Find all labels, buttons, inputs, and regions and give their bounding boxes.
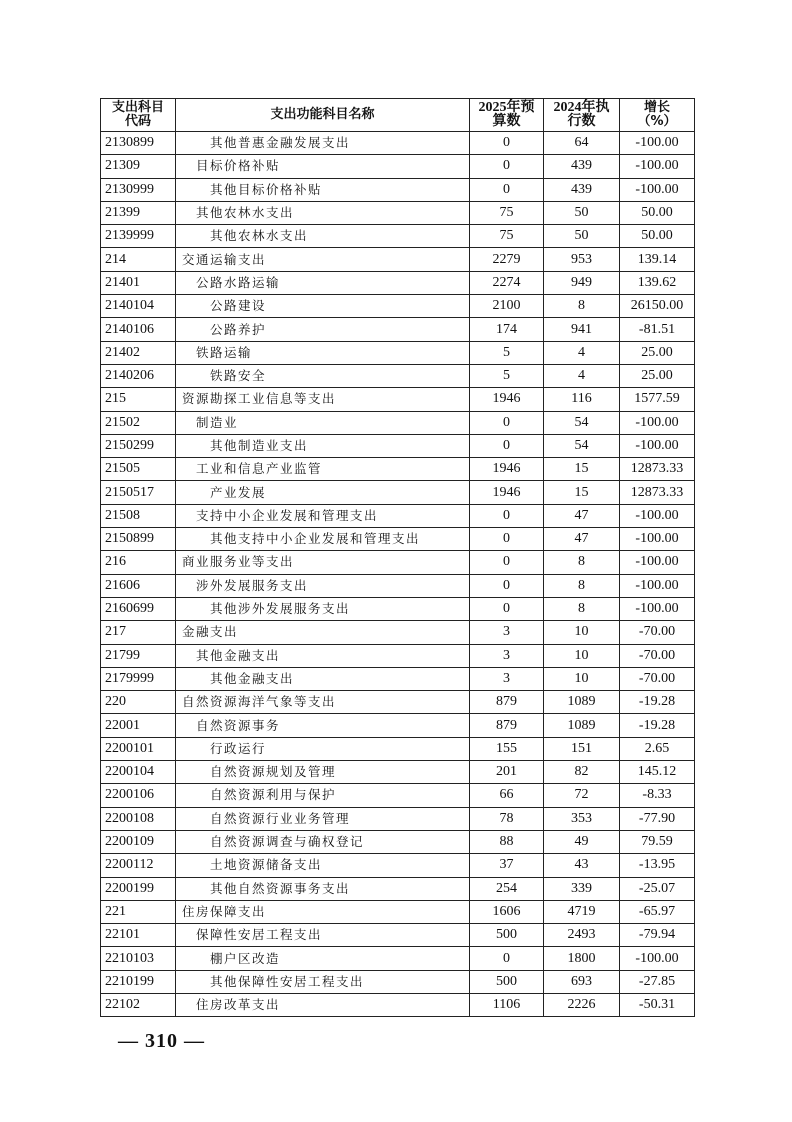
cell-name: 其他农林水支出 <box>176 225 470 248</box>
cell-exec-2024: 1089 <box>544 714 620 737</box>
cell-name: 自然资源利用与保护 <box>176 784 470 807</box>
cell-budget-2025: 5 <box>470 364 544 387</box>
table-row <box>101 318 695 341</box>
table-row <box>101 761 695 784</box>
cell-exec-2024: 64 <box>544 132 620 155</box>
table-row <box>101 178 695 201</box>
cell-code: 21508 <box>101 504 176 527</box>
cell-exec-2024: 10 <box>544 621 620 644</box>
cell-code: 2160699 <box>101 597 176 620</box>
cell-budget-2025: 0 <box>470 434 544 457</box>
table-row <box>101 411 695 434</box>
cell-budget-2025: 1946 <box>470 481 544 504</box>
cell-exec-2024: 15 <box>544 458 620 481</box>
table-row <box>101 877 695 900</box>
header-code: 支出科目代码 <box>101 99 176 132</box>
cell-name: 其他支持中小企业发展和管理支出 <box>176 528 470 551</box>
cell-name: 铁路运输 <box>176 341 470 364</box>
table-row <box>101 434 695 457</box>
cell-code: 21505 <box>101 458 176 481</box>
cell-code: 221 <box>101 900 176 923</box>
cell-growth: 50.00 <box>620 225 695 248</box>
cell-growth: -77.90 <box>620 807 695 830</box>
cell-budget-2025: 88 <box>470 830 544 853</box>
cell-exec-2024: 54 <box>544 411 620 434</box>
table-row <box>101 364 695 387</box>
cell-exec-2024: 8 <box>544 551 620 574</box>
cell-code: 2139999 <box>101 225 176 248</box>
cell-code: 2150517 <box>101 481 176 504</box>
cell-exec-2024: 151 <box>544 737 620 760</box>
cell-exec-2024: 72 <box>544 784 620 807</box>
cell-code: 2130899 <box>101 132 176 155</box>
cell-budget-2025: 66 <box>470 784 544 807</box>
cell-code: 2150899 <box>101 528 176 551</box>
table-row <box>101 528 695 551</box>
header-budget-2025: 2025年预算数 <box>470 99 544 132</box>
cell-growth: -100.00 <box>620 504 695 527</box>
cell-code: 217 <box>101 621 176 644</box>
cell-budget-2025: 201 <box>470 761 544 784</box>
cell-exec-2024: 8 <box>544 597 620 620</box>
cell-growth: -70.00 <box>620 667 695 690</box>
cell-budget-2025: 2279 <box>470 248 544 271</box>
cell-code: 214 <box>101 248 176 271</box>
table-row <box>101 155 695 178</box>
header-row <box>101 99 695 132</box>
cell-code: 2130999 <box>101 178 176 201</box>
cell-growth: 2.65 <box>620 737 695 760</box>
cell-code: 2200101 <box>101 737 176 760</box>
cell-code: 21606 <box>101 574 176 597</box>
cell-growth: -19.28 <box>620 714 695 737</box>
cell-code: 216 <box>101 551 176 574</box>
cell-name: 工业和信息产业监管 <box>176 458 470 481</box>
table-row <box>101 784 695 807</box>
cell-name: 资源勘探工业信息等支出 <box>176 388 470 411</box>
cell-name: 行政运行 <box>176 737 470 760</box>
cell-growth: -79.94 <box>620 924 695 947</box>
cell-name: 铁路安全 <box>176 364 470 387</box>
cell-name: 支持中小企业发展和管理支出 <box>176 504 470 527</box>
cell-growth: -19.28 <box>620 691 695 714</box>
table-row <box>101 574 695 597</box>
cell-budget-2025: 37 <box>470 854 544 877</box>
cell-exec-2024: 47 <box>544 528 620 551</box>
cell-name: 制造业 <box>176 411 470 434</box>
cell-code: 21502 <box>101 411 176 434</box>
cell-budget-2025: 0 <box>470 947 544 970</box>
cell-growth: -81.51 <box>620 318 695 341</box>
budget-table <box>100 98 695 1017</box>
cell-code: 2140106 <box>101 318 176 341</box>
table-row <box>101 993 695 1016</box>
cell-code: 2200104 <box>101 761 176 784</box>
cell-budget-2025: 0 <box>470 504 544 527</box>
cell-exec-2024: 1800 <box>544 947 620 970</box>
cell-name: 其他目标价格补贴 <box>176 178 470 201</box>
cell-exec-2024: 2226 <box>544 993 620 1016</box>
cell-exec-2024: 8 <box>544 574 620 597</box>
cell-name: 自然资源海洋气象等支出 <box>176 691 470 714</box>
cell-budget-2025: 2100 <box>470 295 544 318</box>
cell-budget-2025: 5 <box>470 341 544 364</box>
cell-name: 土地资源储备支出 <box>176 854 470 877</box>
cell-growth: 25.00 <box>620 341 695 364</box>
cell-growth: -100.00 <box>620 947 695 970</box>
table-row <box>101 597 695 620</box>
cell-name: 其他普惠金融发展支出 <box>176 132 470 155</box>
cell-budget-2025: 75 <box>470 225 544 248</box>
cell-code: 2140104 <box>101 295 176 318</box>
table-row <box>101 947 695 970</box>
cell-budget-2025: 0 <box>470 551 544 574</box>
cell-growth: 139.14 <box>620 248 695 271</box>
cell-growth: 25.00 <box>620 364 695 387</box>
cell-name: 交通运输支出 <box>176 248 470 271</box>
header-exec-2024: 2024年执行数 <box>544 99 620 132</box>
cell-budget-2025: 3 <box>470 644 544 667</box>
cell-code: 21399 <box>101 201 176 224</box>
table-row <box>101 271 695 294</box>
header-name: 支出功能科目名称 <box>176 99 470 132</box>
cell-exec-2024: 10 <box>544 667 620 690</box>
table-row <box>101 830 695 853</box>
cell-name: 公路建设 <box>176 295 470 318</box>
cell-exec-2024: 15 <box>544 481 620 504</box>
cell-name: 其他保障性安居工程支出 <box>176 970 470 993</box>
cell-name: 其他自然资源事务支出 <box>176 877 470 900</box>
table-row <box>101 481 695 504</box>
cell-name: 其他农林水支出 <box>176 201 470 224</box>
cell-code: 215 <box>101 388 176 411</box>
cell-exec-2024: 50 <box>544 225 620 248</box>
cell-growth: 12873.33 <box>620 481 695 504</box>
cell-budget-2025: 0 <box>470 132 544 155</box>
cell-budget-2025: 2274 <box>470 271 544 294</box>
cell-name: 其他涉外发展服务支出 <box>176 597 470 620</box>
cell-exec-2024: 82 <box>544 761 620 784</box>
cell-growth: -27.85 <box>620 970 695 993</box>
cell-code: 2150299 <box>101 434 176 457</box>
cell-name: 公路养护 <box>176 318 470 341</box>
cell-name: 其他金融支出 <box>176 667 470 690</box>
table-row <box>101 807 695 830</box>
cell-growth: 1577.59 <box>620 388 695 411</box>
cell-budget-2025: 174 <box>470 318 544 341</box>
cell-budget-2025: 879 <box>470 714 544 737</box>
table-row <box>101 644 695 667</box>
cell-growth: -100.00 <box>620 178 695 201</box>
cell-growth: 26150.00 <box>620 295 695 318</box>
cell-code: 21309 <box>101 155 176 178</box>
cell-exec-2024: 4 <box>544 364 620 387</box>
cell-growth: 50.00 <box>620 201 695 224</box>
cell-code: 21401 <box>101 271 176 294</box>
cell-growth: -100.00 <box>620 551 695 574</box>
cell-growth: -50.31 <box>620 993 695 1016</box>
cell-name: 目标价格补贴 <box>176 155 470 178</box>
cell-growth: 145.12 <box>620 761 695 784</box>
page-number: — 310 — <box>118 1030 205 1052</box>
cell-code: 2200112 <box>101 854 176 877</box>
table-row <box>101 714 695 737</box>
cell-exec-2024: 953 <box>544 248 620 271</box>
cell-exec-2024: 2493 <box>544 924 620 947</box>
cell-code: 2200199 <box>101 877 176 900</box>
cell-budget-2025: 0 <box>470 597 544 620</box>
cell-exec-2024: 8 <box>544 295 620 318</box>
cell-exec-2024: 339 <box>544 877 620 900</box>
cell-exec-2024: 949 <box>544 271 620 294</box>
table-row <box>101 388 695 411</box>
cell-name: 其他金融支出 <box>176 644 470 667</box>
cell-budget-2025: 500 <box>470 924 544 947</box>
cell-budget-2025: 0 <box>470 178 544 201</box>
cell-name: 自然资源规划及管理 <box>176 761 470 784</box>
cell-code: 220 <box>101 691 176 714</box>
cell-code: 2210103 <box>101 947 176 970</box>
cell-budget-2025: 3 <box>470 621 544 644</box>
table-row <box>101 667 695 690</box>
cell-growth: -100.00 <box>620 434 695 457</box>
cell-exec-2024: 54 <box>544 434 620 457</box>
cell-growth: -70.00 <box>620 621 695 644</box>
cell-code: 2200108 <box>101 807 176 830</box>
table-header <box>101 99 695 132</box>
cell-growth: -25.07 <box>620 877 695 900</box>
cell-growth: 12873.33 <box>620 458 695 481</box>
cell-name: 公路水路运输 <box>176 271 470 294</box>
table-row <box>101 341 695 364</box>
cell-growth: -100.00 <box>620 411 695 434</box>
table-row <box>101 225 695 248</box>
cell-exec-2024: 353 <box>544 807 620 830</box>
header-growth: 增长（%） <box>620 99 695 132</box>
table-row <box>101 458 695 481</box>
cell-exec-2024: 43 <box>544 854 620 877</box>
cell-name: 自然资源事务 <box>176 714 470 737</box>
cell-budget-2025: 1606 <box>470 900 544 923</box>
cell-name: 涉外发展服务支出 <box>176 574 470 597</box>
cell-name: 自然资源调查与确权登记 <box>176 830 470 853</box>
cell-growth: -100.00 <box>620 132 695 155</box>
cell-growth: -100.00 <box>620 155 695 178</box>
cell-name: 住房保障支出 <box>176 900 470 923</box>
cell-budget-2025: 1946 <box>470 388 544 411</box>
cell-code: 2200106 <box>101 784 176 807</box>
table-row <box>101 924 695 947</box>
table-row <box>101 621 695 644</box>
cell-growth: 79.59 <box>620 830 695 853</box>
cell-exec-2024: 49 <box>544 830 620 853</box>
cell-exec-2024: 47 <box>544 504 620 527</box>
cell-code: 2200109 <box>101 830 176 853</box>
cell-exec-2024: 941 <box>544 318 620 341</box>
cell-name: 自然资源行业业务管理 <box>176 807 470 830</box>
cell-growth: -100.00 <box>620 528 695 551</box>
cell-exec-2024: 439 <box>544 155 620 178</box>
table-row <box>101 132 695 155</box>
cell-exec-2024: 4719 <box>544 900 620 923</box>
table-row <box>101 551 695 574</box>
cell-budget-2025: 0 <box>470 574 544 597</box>
cell-exec-2024: 4 <box>544 341 620 364</box>
cell-code: 2210199 <box>101 970 176 993</box>
cell-code: 2140206 <box>101 364 176 387</box>
cell-growth: -100.00 <box>620 574 695 597</box>
cell-budget-2025: 0 <box>470 528 544 551</box>
cell-budget-2025: 500 <box>470 970 544 993</box>
cell-code: 2179999 <box>101 667 176 690</box>
cell-exec-2024: 50 <box>544 201 620 224</box>
cell-growth: 139.62 <box>620 271 695 294</box>
cell-exec-2024: 10 <box>544 644 620 667</box>
cell-code: 22102 <box>101 993 176 1016</box>
table-row <box>101 504 695 527</box>
cell-growth: -8.33 <box>620 784 695 807</box>
cell-budget-2025: 78 <box>470 807 544 830</box>
cell-name: 金融支出 <box>176 621 470 644</box>
cell-growth: -100.00 <box>620 597 695 620</box>
table-row <box>101 201 695 224</box>
cell-code: 21799 <box>101 644 176 667</box>
cell-budget-2025: 75 <box>470 201 544 224</box>
table-row <box>101 295 695 318</box>
cell-growth: -70.00 <box>620 644 695 667</box>
cell-exec-2024: 693 <box>544 970 620 993</box>
cell-name: 其他制造业支出 <box>176 434 470 457</box>
table-row <box>101 900 695 923</box>
cell-budget-2025: 0 <box>470 155 544 178</box>
table-body <box>101 132 695 1017</box>
cell-budget-2025: 1106 <box>470 993 544 1016</box>
cell-budget-2025: 1946 <box>470 458 544 481</box>
cell-exec-2024: 116 <box>544 388 620 411</box>
table-row <box>101 248 695 271</box>
cell-growth: -65.97 <box>620 900 695 923</box>
cell-exec-2024: 439 <box>544 178 620 201</box>
cell-code: 21402 <box>101 341 176 364</box>
cell-growth: -13.95 <box>620 854 695 877</box>
cell-code: 22101 <box>101 924 176 947</box>
cell-name: 棚户区改造 <box>176 947 470 970</box>
cell-budget-2025: 879 <box>470 691 544 714</box>
cell-budget-2025: 155 <box>470 737 544 760</box>
cell-name: 住房改革支出 <box>176 993 470 1016</box>
table-row <box>101 691 695 714</box>
cell-budget-2025: 0 <box>470 411 544 434</box>
cell-code: 22001 <box>101 714 176 737</box>
cell-name: 产业发展 <box>176 481 470 504</box>
cell-budget-2025: 254 <box>470 877 544 900</box>
table-row <box>101 854 695 877</box>
table-row <box>101 970 695 993</box>
cell-name: 保障性安居工程支出 <box>176 924 470 947</box>
cell-name: 商业服务业等支出 <box>176 551 470 574</box>
table-row <box>101 737 695 760</box>
cell-budget-2025: 3 <box>470 667 544 690</box>
cell-exec-2024: 1089 <box>544 691 620 714</box>
